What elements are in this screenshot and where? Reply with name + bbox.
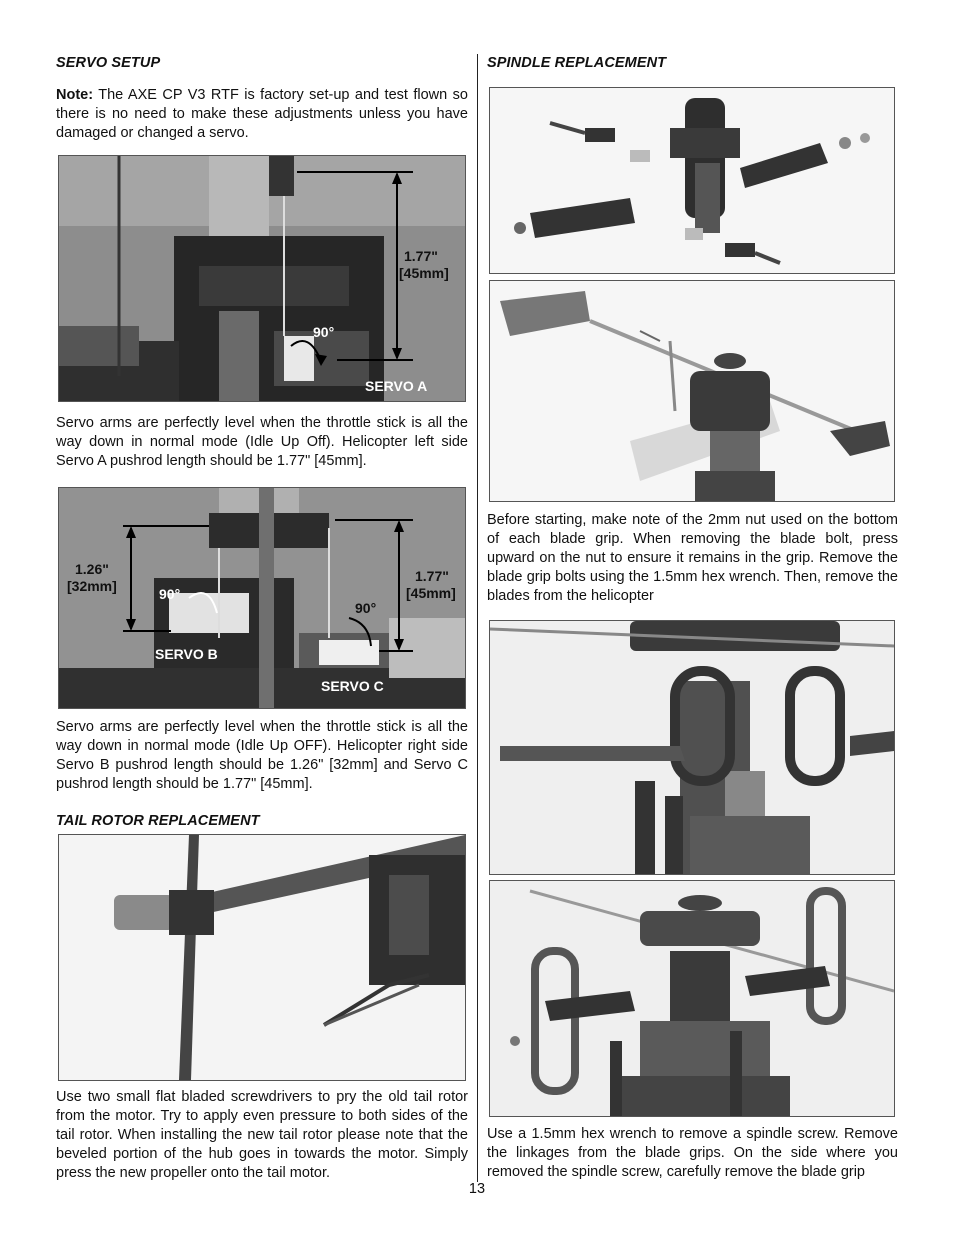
page-number: 13 bbox=[468, 1181, 486, 1197]
servo-bc-paragraph: Servo arms are perfectly level when the throttle stick is all the way down in normal mode (Idle Up OFF). Helicopter right side Servo B pushrod length should be 1.26" [32mm] and Servo C pushrod length should be 1.77" [45mm]. bbox=[56, 719, 468, 792]
tail-rotor-paragraph: Use two small flat bladed screwdrivers to pry the old tail rotor from the motor. Try to apply even pressure to both sides of the tail rotor. When installing the new tail rotor please note that the beveled portion of the hub goes in towards the motor. Simply press the new propeller onto the tail motor. bbox=[56, 1089, 468, 1181]
servo-a-label: SERVO A bbox=[365, 378, 428, 394]
servo-b-measure: 1.26" bbox=[75, 561, 109, 577]
tail-rotor-heading: TAIL ROTOR REPLACEMENT bbox=[56, 813, 260, 829]
rotor-head-closeup-illustration bbox=[490, 621, 894, 874]
servo-a-angle: 90° bbox=[313, 324, 335, 340]
servo-bc-illustration bbox=[59, 488, 465, 708]
note-text: The AXE CP V3 RTF is factory set-up and test flown so there is no need to make these adjustments unless you have damaged or changed a servo. bbox=[56, 87, 468, 141]
servo-a-measure: 1.77" bbox=[404, 248, 438, 264]
servo-c-angle: 90° bbox=[355, 600, 377, 616]
spindle-replacement-heading: SPINDLE REPLACEMENT bbox=[487, 55, 667, 71]
servo-a-measure-mm: [45mm] bbox=[399, 265, 449, 281]
servo-a-photo bbox=[58, 155, 466, 402]
rotor-head-blades-illustration bbox=[490, 281, 894, 501]
note-paragraph bbox=[56, 86, 468, 143]
spindle-screw-paragraph: Use a 1.5mm hex wrench to remove a spindle screw. Remove the linkages from the blade grips. On the side where you removed the spindle screw, carefully remove the blade grip bbox=[487, 1126, 898, 1180]
rotor-head-spindle-photo bbox=[489, 880, 895, 1117]
tail-rotor-illustration bbox=[59, 835, 465, 1080]
tail-rotor-photo bbox=[58, 834, 466, 1081]
rotor-head-closeup-photo bbox=[489, 620, 895, 875]
note-label: Note: bbox=[56, 87, 94, 103]
servo-b-angle: 90° bbox=[159, 586, 181, 602]
servo-bc-photo bbox=[58, 487, 466, 709]
rotor-head-spindle-illustration bbox=[490, 881, 894, 1116]
column-divider bbox=[477, 54, 478, 1182]
servo-c-measure: 1.77" bbox=[415, 568, 449, 584]
servo-c-label: SERVO C bbox=[321, 678, 384, 694]
servo-a-paragraph: Servo arms are perfectly level when the throttle stick is all the way down in normal mode (Idle Up Off). Helicopter left side Servo A pushrod length should be 1.77" [45mm]. bbox=[56, 415, 468, 469]
servo-b-measure-mm: [32mm] bbox=[67, 578, 117, 594]
servo-b-label: SERVO B bbox=[155, 646, 218, 662]
servo-setup-heading: SERVO SETUP bbox=[56, 55, 161, 71]
rotor-head-blades-photo bbox=[489, 280, 895, 502]
blade-grip-paragraph: Before starting, make note of the 2mm nut used on the bottom of each blade grip. When removing the blade bolt, press upward on the nut to ensure it remains in the grip. Remove the blade grip bolts using the 1.5mm hex wrench. Then, remove the blades from the helicopter bbox=[487, 512, 898, 604]
rotor-head-exploded-illustration bbox=[490, 88, 894, 273]
servo-c-measure-mm: [45mm] bbox=[406, 585, 456, 601]
rotor-head-exploded-photo bbox=[489, 87, 895, 274]
